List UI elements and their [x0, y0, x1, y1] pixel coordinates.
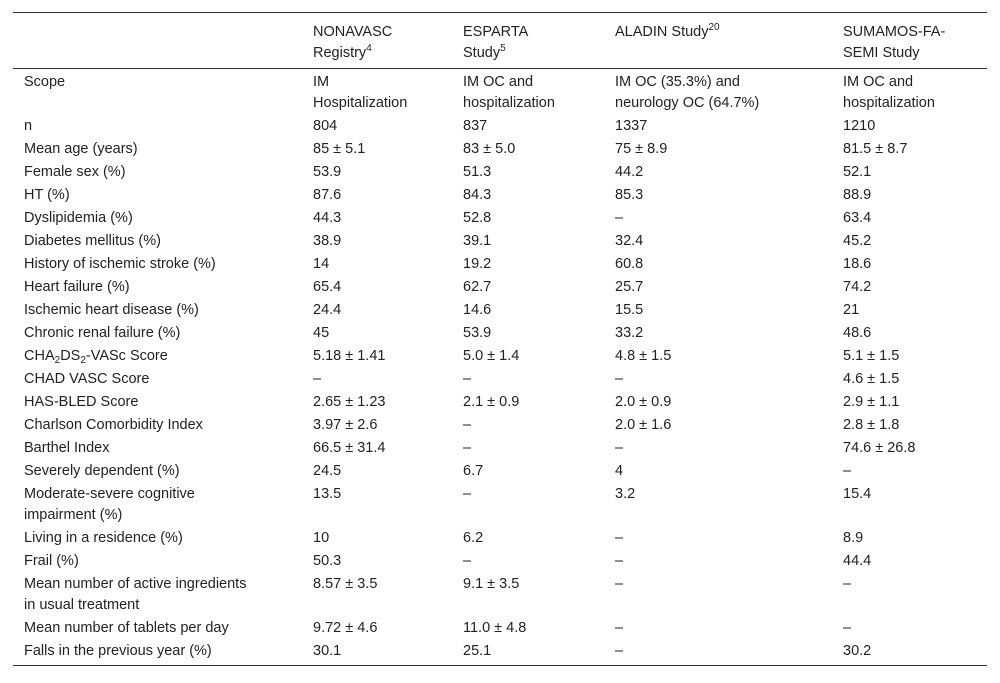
- cell-nonavasc: 65.4: [313, 279, 342, 295]
- cell-esparta: 84.3: [463, 187, 492, 203]
- cell-label: Charlson Comorbidity Index: [24, 417, 203, 433]
- cell-sumamos: 48.6: [843, 325, 872, 341]
- cell-aladin: 2.0 ± 1.6: [615, 417, 672, 433]
- cell-aladin: –: [615, 530, 624, 546]
- cell-label: Frail (%): [24, 553, 79, 569]
- header-sumamos: SUMAMOS-FA- SEMI Study: [843, 24, 946, 61]
- cell-nonavasc: 53.9: [313, 164, 342, 180]
- cell-sumamos: 44.4: [843, 553, 872, 569]
- cell-sumamos: 15.4: [843, 486, 872, 502]
- cell-label: Chronic renal failure (%): [24, 325, 181, 341]
- cell-aladin: 33.2: [615, 325, 644, 341]
- cell-label: Severely dependent (%): [24, 463, 180, 479]
- cell-esparta: 39.1: [463, 233, 492, 249]
- cell-aladin: 60.8: [615, 256, 644, 272]
- cell-sumamos: 2.8 ± 1.8: [843, 417, 900, 433]
- header-rule: [13, 68, 987, 69]
- cell-esparta: IM OC and hospitalization: [463, 74, 555, 111]
- cell-aladin: 1337: [615, 118, 648, 134]
- cell-sumamos: 74.2: [843, 279, 872, 295]
- cell-sumamos: 2.9 ± 1.1: [843, 394, 900, 410]
- cell-aladin: 15.5: [615, 302, 644, 318]
- cell-nonavasc: 2.65 ± 1.23: [313, 394, 386, 410]
- cell-esparta: –: [463, 417, 472, 433]
- cell-esparta: –: [463, 486, 472, 502]
- cell-label: Living in a residence (%): [24, 530, 183, 546]
- cell-label: Female sex (%): [24, 164, 126, 180]
- cell-aladin: –: [615, 576, 624, 592]
- cell-label: HAS-BLED Score: [24, 394, 139, 410]
- cell-esparta: 53.9: [463, 325, 492, 341]
- cell-sumamos: –: [843, 620, 852, 636]
- cell-nonavasc: 3.97 ± 2.6: [313, 417, 378, 433]
- cell-sumamos: 52.1: [843, 164, 872, 180]
- cell-esparta: –: [463, 371, 472, 387]
- cell-nonavasc: 9.72 ± 4.6: [313, 620, 378, 636]
- cell-aladin: IM OC (35.3%) and neurology OC (64.7%): [615, 74, 760, 111]
- table-bottom-rule: [13, 665, 987, 666]
- cell-label: History of ischemic stroke (%): [24, 256, 216, 272]
- cell-esparta: –: [463, 440, 472, 456]
- cell-nonavasc: 10: [313, 530, 330, 546]
- cell-aladin: –: [615, 620, 624, 636]
- cell-sumamos: –: [843, 463, 852, 479]
- cell-label: Diabetes mellitus (%): [24, 233, 161, 249]
- cell-esparta: 52.8: [463, 210, 492, 226]
- cell-esparta: 11.0 ± 4.8: [463, 620, 527, 636]
- cell-nonavasc: 44.3: [313, 210, 342, 226]
- cell-esparta: 62.7: [463, 279, 492, 295]
- cell-label: Dyslipidemia (%): [24, 210, 133, 226]
- cell-aladin: 75 ± 8.9: [615, 141, 668, 157]
- cell-sumamos: –: [843, 576, 852, 592]
- cell-nonavasc: 804: [313, 118, 338, 134]
- cell-sumamos: 74.6 ± 26.8: [843, 440, 916, 456]
- cell-esparta: 25.1: [463, 643, 492, 659]
- cell-label: Ischemic heart disease (%): [24, 302, 199, 318]
- cell-label: Scope: [24, 74, 66, 90]
- cell-nonavasc: 5.18 ± 1.41: [313, 348, 386, 364]
- cell-esparta: 19.2: [463, 256, 492, 272]
- cell-nonavasc: IM Hospitalization: [313, 74, 408, 111]
- cell-nonavasc: 14: [313, 256, 330, 272]
- cell-nonavasc: 24.5: [313, 463, 342, 479]
- cell-label: Mean age (years): [24, 141, 138, 157]
- cell-esparta: 2.1 ± 0.9: [463, 394, 520, 410]
- cell-esparta: –: [463, 553, 472, 569]
- header-esparta: ESPARTA Study$^5$: [463, 24, 529, 61]
- cell-sumamos: 8.9: [843, 530, 864, 546]
- cell-aladin: –: [615, 553, 624, 569]
- cell-nonavasc: 8.57 ± 3.5: [313, 576, 378, 592]
- cell-aladin: 4: [615, 463, 624, 479]
- cell-sumamos: 4.6 ± 1.5: [843, 371, 900, 387]
- cell-esparta: 83 ± 5.0: [463, 141, 516, 157]
- cell-label: Mean number of tablets per day: [24, 620, 229, 636]
- cell-label: HT (%): [24, 187, 70, 203]
- cell-label: CHAD VASC Score: [24, 371, 150, 387]
- cell-sumamos: 1210: [843, 118, 876, 134]
- cell-esparta: 5.0 ± 1.4: [463, 348, 520, 364]
- cell-sumamos: 45.2: [843, 233, 872, 249]
- cell-aladin: 85.3: [615, 187, 644, 203]
- cell-esparta: 6.2: [463, 530, 484, 546]
- cell-esparta: 14.6: [463, 302, 492, 318]
- cell-nonavasc: 85 ± 5.1: [313, 141, 366, 157]
- cell-aladin: –: [615, 440, 624, 456]
- cell-esparta: 9.1 ± 3.5: [463, 576, 520, 592]
- cell-aladin: 25.7: [615, 279, 644, 295]
- cell-esparta: 6.7: [463, 463, 484, 479]
- cell-aladin: 2.0 ± 0.9: [615, 394, 672, 410]
- cell-aladin: 44.2: [615, 164, 644, 180]
- cell-nonavasc: 87.6: [313, 187, 342, 203]
- cell-label: Falls in the previous year (%): [24, 643, 212, 659]
- cell-label: $CHA_2DS_2$-VASc Score: [24, 348, 168, 366]
- cell-label: Heart failure (%): [24, 279, 130, 295]
- cell-sumamos: 81.5 ± 8.7: [843, 141, 908, 157]
- cell-nonavasc: 38.9: [313, 233, 342, 249]
- cell-nonavasc: 45: [313, 325, 330, 341]
- cell-label: Moderate-severe cognitive impairment (%): [24, 486, 195, 523]
- cell-sumamos: 30.2: [843, 643, 872, 659]
- cell-esparta: 51.3: [463, 164, 492, 180]
- cell-aladin: –: [615, 371, 624, 387]
- cell-sumamos: 63.4: [843, 210, 872, 226]
- cell-aladin: –: [615, 210, 624, 226]
- cell-esparta: 837: [463, 118, 488, 134]
- header-aladin: ALADIN Study$^{20}$: [615, 22, 720, 40]
- table-top-rule: [13, 12, 987, 13]
- cell-sumamos: 18.6: [843, 256, 872, 272]
- cell-aladin: –: [615, 643, 624, 659]
- cell-label: Mean number of active ingredients in usual treatment: [24, 576, 247, 613]
- cell-sumamos: 21: [843, 302, 860, 318]
- cell-label: Barthel Index: [24, 440, 110, 456]
- cell-nonavasc: 24.4: [313, 302, 342, 318]
- header-nonavasc: NONAVASC Registry$^4$: [313, 24, 393, 61]
- cell-nonavasc: 66.5 ± 31.4: [313, 440, 386, 456]
- cell-aladin: 3.2: [615, 486, 636, 502]
- cell-sumamos: 88.9: [843, 187, 872, 203]
- cell-sumamos: 5.1 ± 1.5: [843, 348, 900, 364]
- cell-aladin: 32.4: [615, 233, 644, 249]
- cell-aladin: 4.8 ± 1.5: [615, 348, 672, 364]
- cell-nonavasc: 50.3: [313, 553, 342, 569]
- cell-nonavasc: –: [313, 371, 322, 387]
- cell-nonavasc: 30.1: [313, 643, 342, 659]
- cell-sumamos: IM OC and hospitalization: [843, 74, 935, 111]
- cell-label: n: [24, 118, 33, 134]
- cell-nonavasc: 13.5: [313, 486, 342, 502]
